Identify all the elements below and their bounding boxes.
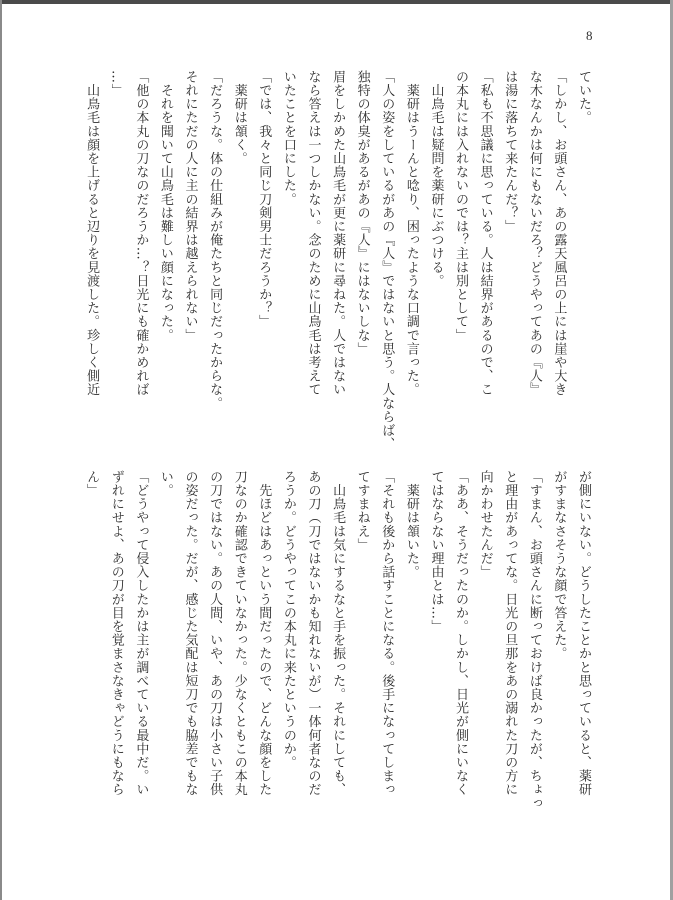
text-line: 「私も不思議に思っている。人は結界があるので、こ xyxy=(477,70,493,397)
text-line: 先ほどはあっという間だったので、どんな顔をした xyxy=(256,470,272,797)
text-line: いたことを口にした。 xyxy=(280,70,296,206)
text-line: 「どうやって侵入したかは主が調べている最中だ。い xyxy=(133,470,149,797)
text-line: ろうか。どうやってこの本丸に来たというのか。 xyxy=(280,470,296,770)
text-line: それを聞いて山鳥毛は難しい顔になった。 xyxy=(157,70,173,342)
text-line: ん」 xyxy=(84,470,100,498)
text-line: 「すまん、お頭さんに断っておけば良かったが、ちょっ xyxy=(526,470,542,810)
text-line: 「ああ、そうだったのか。しかし、日光が側にいなく xyxy=(453,470,469,797)
text-line: の姿だった。だが、感じた気配は短刀でも脇差でもな xyxy=(182,470,198,797)
text-line: てすまねえ」 xyxy=(354,470,370,552)
text-line: がすまなさそうな顔で答えた。 xyxy=(551,470,567,661)
text-line: ずれにせよ、あの刀が目を覚まさなきゃどうにもなら xyxy=(108,470,124,797)
text-line: 刀なのか確認できていなかった。少なくともこの本丸 xyxy=(231,470,247,797)
text-line: 山鳥毛は顔を上げると辺りを見渡した。珍しく側近 xyxy=(84,70,100,397)
text-line: てはならない理由とは…」 xyxy=(428,470,444,634)
text-line: 「人の姿をしているがあの『人』ではないと思う。人ならば、 xyxy=(379,70,395,451)
text-line: は湯に落ちて来たんだ？」 xyxy=(502,70,518,234)
text-line: それにただの人に主の結界は越えられない」 xyxy=(182,70,198,342)
text-line: 山鳥毛は疑問を薬研にぶつける。 xyxy=(428,70,444,288)
text-line: が側にいない。どうしたことかと思っていると、薬研 xyxy=(576,470,591,797)
text-line: い。 xyxy=(157,470,173,498)
viewer-top-border xyxy=(0,0,673,4)
text-line: の本丸には入れないのでは？主は別として」 xyxy=(453,70,469,342)
text-line: 「だろうな。体の仕組みが俺たちと同じだったからな。 xyxy=(207,70,223,410)
viewer-left-border xyxy=(0,0,2,900)
page-number: 8 xyxy=(586,28,593,43)
text-line: 薬研は頷く。 xyxy=(231,70,247,166)
text-line: なら答えは一つしかない。念のために山鳥毛は考えて xyxy=(305,70,321,397)
text-line: 「では、我々と同じ刀剣男士だろうか？」 xyxy=(256,70,272,329)
text-line: ていた。 xyxy=(576,70,591,125)
text-line: 薬研は頷いた。 xyxy=(403,470,419,579)
text-line: 独特の体臭があるがあの『人』にはないしな」 xyxy=(354,70,370,356)
text-line: 薬研はうーんと唸り、困ったような口調で言った。 xyxy=(403,70,419,397)
text-line: と理由があってな。日光の旦那をあの溺れた刀の方に xyxy=(502,470,518,797)
text-line: あの刀（刀ではないかも知れないが）一体何者なのだ xyxy=(305,470,321,797)
text-line: 「他の本丸の刀なのだろうか…？日光にも確かめれば xyxy=(133,70,149,397)
text-block-top xyxy=(84,70,595,456)
text-line: …」 xyxy=(108,70,124,98)
text-line: 山鳥毛は気にするなと手を振った。それにしても、 xyxy=(330,470,346,797)
text-line: の刀ではない。あの人間、いや、あの刀は小さい子供 xyxy=(207,470,223,797)
text-line: 「しかし、お頭さん、あの露天風呂の上には崖や大き xyxy=(551,70,567,397)
text-line: な木なんかは何にもないだろ？どうやってあの『人』 xyxy=(526,70,542,397)
text-block-bottom xyxy=(84,470,595,870)
text-line: 眉をしかめた山鳥毛が更に薬研に尋ねた。人ではない xyxy=(330,70,346,397)
text-line: 向かわせたんだ」 xyxy=(477,470,493,579)
text-line: 「それも後から話すことになる。後手になってしまっ xyxy=(379,470,395,797)
